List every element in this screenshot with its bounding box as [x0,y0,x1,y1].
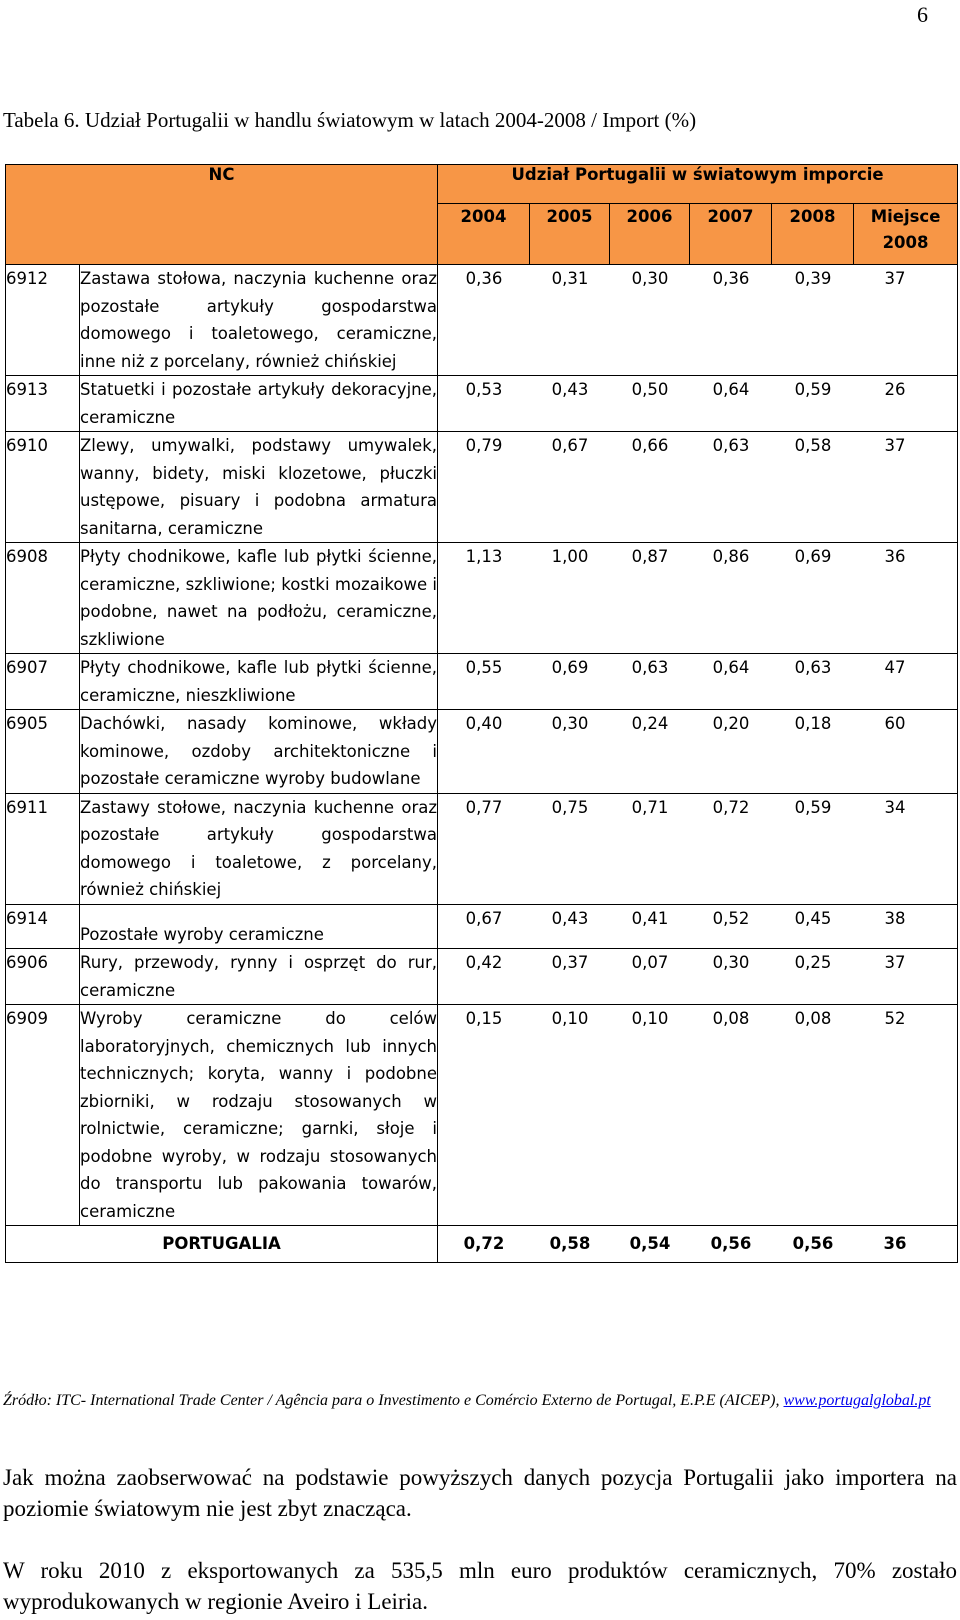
product-description: Płyty chodnikowe, kafle lub płytki ścienne, ceramiczne, nieszkliwione [80,654,438,710]
cell-value: 0,86 [712,547,750,566]
total-values [438,1226,958,1263]
cell-rank: 60 [884,714,906,733]
cell-value: 0,43 [551,908,589,928]
nc-code: 6910 [6,432,80,543]
row-values [438,710,958,794]
cell-value: 0,58 [549,1234,591,1253]
cell-value: 0,36 [465,269,503,288]
table-row [6,376,958,432]
header-year: 2008 [772,204,854,265]
import-share-table [5,164,958,1263]
cell-rank: 26 [884,380,906,399]
cell-value: 0,56 [710,1234,752,1253]
header-rank: Miejsce 2008 [854,204,958,265]
cell-value: 0,40 [465,714,503,733]
product-description: Pozostałe wyroby ceramiczne [80,904,438,949]
row-values [438,904,958,949]
row-values [438,432,958,543]
cell-value: 0,64 [712,658,750,677]
cell-value: 0,69 [794,547,832,566]
total-row [6,1226,958,1263]
nc-code: 6906 [6,949,80,1005]
cell-rank: 38 [884,908,906,928]
cell-value: 0,18 [794,714,832,733]
cell-value: 0,42 [465,953,503,972]
table-row [6,793,958,904]
cell-rank: 37 [884,436,906,455]
cell-value: 0,07 [631,953,669,972]
product-description: Zlewy, umywalki, podstawy umywalek, wanny, bidety, miski klozetowe, płuczki ustępowe, pisuary i podobna armatura sanitarna, ceramiczne [80,432,438,543]
cell-value: 1,00 [551,547,589,566]
cell-value: 0,63 [631,658,669,677]
cell-value: 0,63 [794,658,832,677]
cell-rank: 36 [884,547,906,566]
source-note [3,1391,957,1411]
product-description: Zastawa stołowa, naczynia kuchenne oraz pozostałe artykuły gospodarstwa domowego i toaletowego, ceramiczne, inne niż z porcelany, również chińskiej [80,265,438,376]
product-description: Zastawy stołowe, naczynia kuchenne oraz pozostałe artykuły gospodarstwa domowego i toaletowe, z porcelany, również chińskiej [80,793,438,904]
cell-value: 0,58 [794,436,832,455]
product-description: Statuetki i pozostałe artykuły dekoracyjne, ceramiczne [80,376,438,432]
cell-value: 0,67 [465,908,503,928]
table-row [6,654,958,710]
cell-value: 0,08 [712,1009,750,1028]
cell-value: 0,41 [631,908,669,928]
cell-value: 0,59 [794,380,832,399]
cell-value: 0,39 [794,269,832,288]
table-row [6,432,958,543]
cell-value: 0,30 [712,953,750,972]
table-row [6,949,958,1005]
nc-code: 6913 [6,376,80,432]
nc-code: 6908 [6,543,80,654]
cell-value: 0,69 [551,658,589,677]
cell-value: 0,71 [631,797,669,817]
product-description: Rury, przewody, rynny i osprzęt do rur, ceramiczne [80,949,438,1005]
cell-value: 0,75 [551,797,589,817]
header-year: 2006 [610,204,690,265]
cell-value: 0,24 [631,714,669,733]
cell-value: 0,59 [794,797,832,817]
cell-value: 0,63 [712,436,750,455]
nc-code: 6905 [6,710,80,794]
cell-rank: 37 [884,953,906,972]
nc-code: 6911 [6,793,80,904]
table-row [6,265,958,376]
nc-code: 6912 [6,265,80,376]
cell-rank: 47 [884,658,906,677]
cell-value: 0,72 [463,1234,505,1253]
table-row [6,710,958,794]
cell-rank: 36 [883,1234,907,1253]
row-values [438,1005,958,1226]
row-values [438,949,958,1005]
paragraph: Jak można zaobserwować na podstawie powyższych danych pozycja Portugalii jako importera na poziomie światowym nie jest zbyt znacząca. [3,1465,957,1521]
nc-code: 6914 [6,904,80,949]
header-group: Udział Portugalii w światowym imporcie [438,165,958,204]
source-text: Źródło: ITC- International Trade Center / Agência para o Investimento e Comércio Externo de Portugal, E.P.E (AICEP), [3,1392,780,1409]
header-year: 2005 [530,204,610,265]
page-number: 6 [917,2,928,27]
product-description: Płyty chodnikowe, kafle lub płytki ścienne, ceramiczne, szkliwione; kostki mozaikowe i podobne, nawet na podłożu, ceramiczne, szkliwione [80,543,438,654]
table-row [6,543,958,654]
cell-value: 0,15 [465,1009,503,1028]
row-values [438,793,958,904]
nc-code: 6907 [6,654,80,710]
header-nc: NC [6,165,438,265]
cell-value: 0,50 [631,380,669,399]
cell-value: 0,52 [712,908,750,928]
source-link[interactable]: www.portugalglobal.pt [783,1392,931,1409]
cell-value: 0,72 [712,797,750,817]
cell-value: 0,56 [792,1234,834,1253]
table-row [6,904,958,949]
product-description: Wyroby ceramiczne do celów laboratoryjnych, chemicznych lub innych technicznych; koryta, wanny i podobne zbiorniki, w rodzaju stosowanych w rolnictwie, ceramiczne; garnki, słoje i podobne wyroby, w rodzaju stosowanych do transportu lub pakowania towarów, ceramiczne [80,1005,438,1226]
cell-value: 0,87 [631,547,669,566]
cell-value: 0,79 [465,436,503,455]
cell-value: 0,37 [551,953,589,972]
cell-value: 0,54 [629,1234,671,1253]
cell-value: 0,67 [551,436,589,455]
cell-value: 0,30 [551,714,589,733]
cell-value: 0,64 [712,380,750,399]
cell-value: 0,53 [465,380,503,399]
cell-value: 0,43 [551,380,589,399]
cell-value: 1,13 [465,547,503,566]
row-values [438,376,958,432]
cell-value: 0,20 [712,714,750,733]
row-values [438,265,958,376]
row-values [438,654,958,710]
table-row [6,1005,958,1226]
cell-rank: 34 [884,797,906,817]
paragraph: W roku 2010 z eksportowanych za 535,5 mln euro produktów ceramicznych, 70% zostało wyprodukowanych w regionie Aveiro i Leiria. [3,1558,957,1614]
cell-value: 0,10 [551,1009,589,1028]
cell-value: 0,25 [794,953,832,972]
header-year: 2004 [438,204,530,265]
cell-value: 0,45 [794,908,832,928]
cell-rank: 37 [884,269,906,288]
cell-rank: 52 [884,1009,906,1028]
cell-value: 0,30 [631,269,669,288]
product-description: Dachówki, nasady kominowe, wkłady kominowe, ozdoby architektoniczne i pozostałe ceramiczne wyroby budowlane [80,710,438,794]
cell-value: 0,10 [631,1009,669,1028]
nc-code: 6909 [6,1005,80,1226]
cell-value: 0,77 [465,797,503,817]
total-label: PORTUGALIA [6,1226,438,1263]
row-values [438,543,958,654]
cell-value: 0,66 [631,436,669,455]
table-caption: Tabela 6. Udział Portugalii w handlu światowym w latach 2004-2008 / Import (%) [3,108,697,132]
cell-value: 0,08 [794,1009,832,1028]
cell-value: 0,55 [465,658,503,677]
cell-value: 0,36 [712,269,750,288]
cell-value: 0,31 [551,269,589,288]
header-year: 2007 [690,204,772,265]
